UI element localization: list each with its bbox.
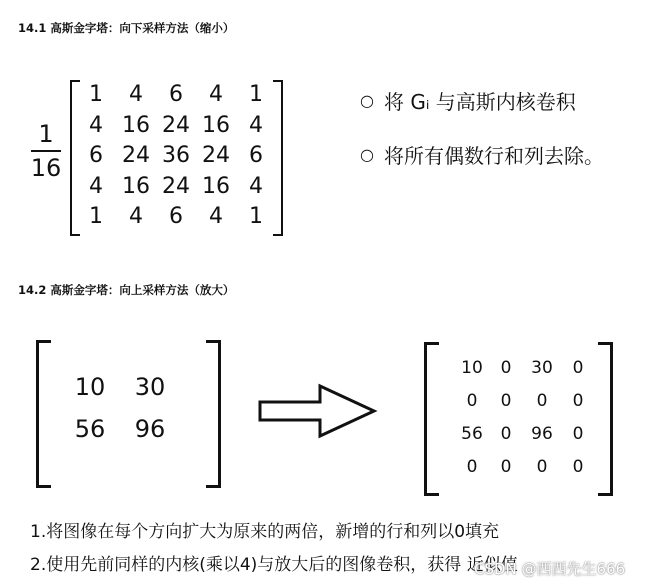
input-matrix-cell: 30 <box>134 373 166 401</box>
section-1-heading: 14.1 高斯金字塔：向下采样方法（缩小） <box>18 21 235 35</box>
output-matrix-cell: 0 <box>572 424 584 444</box>
output-matrix-cell: 0 <box>500 424 512 444</box>
kernel-cell: 4 <box>89 112 103 138</box>
output-matrix-cell: 96 <box>531 424 553 444</box>
kernel-cell: 6 <box>89 143 103 169</box>
input-matrix-cell: 10 <box>74 373 106 401</box>
output-matrix-cell: 0 <box>572 457 584 477</box>
kernel-cell: 24 <box>122 143 150 169</box>
kernel-cell: 4 <box>129 204 143 230</box>
bullet-text: 将所有偶数行和列去除。 <box>384 144 604 168</box>
note-expand: 1.将图像在每个方向扩大为原来的两倍，新增的行和列以0填充 <box>30 522 500 542</box>
input-matrix-cell: 56 <box>74 415 106 443</box>
fraction-numerator: 1 <box>38 120 54 148</box>
gaussian-kernel-matrix <box>76 80 276 233</box>
output-matrix-cell: 0 <box>500 457 512 477</box>
kernel-cell: 4 <box>89 173 103 199</box>
output-matrix-cell: 0 <box>500 391 512 411</box>
input-right-bracket <box>206 340 221 488</box>
input-left-bracket <box>36 340 51 488</box>
section-2-heading: 14.2 高斯金字塔：向上采样方法（放大） <box>18 283 235 297</box>
note-convolve: 2.使用先前同样的内核(乘以4)与放大后的图像卷积，获得 近似值 <box>30 555 518 575</box>
kernel-cell: 6 <box>169 82 183 107</box>
output-matrix-cell: 0 <box>572 391 584 411</box>
output-matrix-cell: 0 <box>536 457 548 477</box>
kernel-cell: 4 <box>249 112 263 138</box>
kernel-cell: 4 <box>249 173 263 199</box>
fraction-bar <box>31 150 61 152</box>
kernel-cell: 1 <box>89 82 103 107</box>
kernel-scale-fraction <box>30 120 62 182</box>
kernel-cell: 4 <box>129 82 143 107</box>
output-matrix-cell: 0 <box>572 358 584 378</box>
output-matrix-cell: 0 <box>536 391 548 411</box>
kernel-cell: 24 <box>162 112 190 138</box>
watermark: CSDN @西西先生666 <box>474 560 626 578</box>
kernel-cell: 4 <box>209 82 223 107</box>
kernel-cell: 1 <box>249 204 263 230</box>
kernel-cell: 16 <box>202 112 230 138</box>
kernel-cell: 6 <box>169 204 183 230</box>
output-matrix <box>455 352 595 484</box>
output-matrix-cell: 0 <box>500 358 512 378</box>
output-left-bracket <box>424 342 439 496</box>
right-arrow-icon <box>256 382 378 440</box>
kernel-cell: 16 <box>122 112 150 138</box>
kernel-cell: 24 <box>162 173 190 199</box>
output-matrix-cell: 0 <box>466 391 478 411</box>
output-right-bracket <box>598 342 613 496</box>
input-matrix-cell: 96 <box>134 415 166 443</box>
bullet-item-remove-even <box>360 140 604 169</box>
kernel-cell: 16 <box>122 173 150 199</box>
output-matrix-cell: 56 <box>461 424 483 444</box>
bullet-text: 将 Gᵢ 与高斯内核卷积 <box>384 90 576 114</box>
bullet-circle-icon: ○ <box>360 91 374 110</box>
output-matrix-cell: 30 <box>531 358 553 378</box>
kernel-cell: 1 <box>249 82 263 107</box>
kernel-cell: 6 <box>249 143 263 169</box>
kernel-cell: 36 <box>162 143 190 169</box>
bullet-item-convolve <box>360 86 576 115</box>
kernel-cell: 16 <box>202 173 230 199</box>
output-matrix-cell: 10 <box>461 358 483 378</box>
kernel-cell: 24 <box>202 143 230 169</box>
kernel-cell: 1 <box>89 204 103 230</box>
fraction-denominator: 16 <box>30 154 62 182</box>
bullet-circle-icon: ○ <box>360 145 374 164</box>
output-matrix-cell: 0 <box>466 457 478 477</box>
kernel-cell: 4 <box>209 204 223 230</box>
input-matrix <box>60 366 180 450</box>
